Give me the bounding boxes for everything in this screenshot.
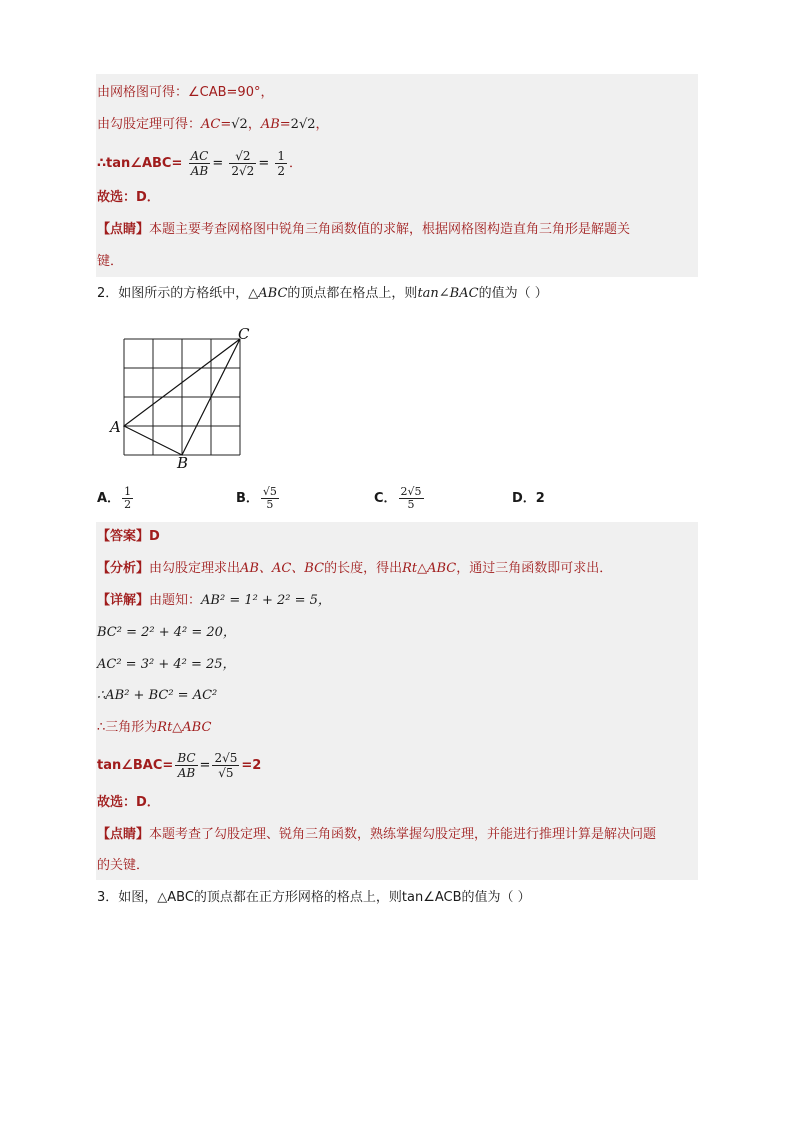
analysis-middle: 的长度，得出	[324, 561, 403, 576]
analysis-tag: 【分析】	[97, 561, 150, 576]
option-b-fraction: $\frac{√5}{5}$	[262, 485, 277, 511]
detail-tag: 【详解】	[97, 593, 150, 608]
separator: ，	[247, 117, 261, 132]
fraction-root5: $\frac{2√5}{√5}$	[214, 751, 238, 780]
q2-triangle: △ABC	[248, 286, 288, 301]
option-a-label: A．	[97, 491, 121, 506]
option-c-label: C．	[374, 491, 397, 506]
q2-end: 的值为（ ）	[478, 286, 548, 301]
equation-sum: ∴AB² + BC² = AC²	[97, 688, 218, 703]
option-a[interactable]	[97, 484, 135, 514]
answer-value: D	[149, 529, 160, 544]
vertex-label-b: B	[177, 454, 189, 472]
ab-label: AB=	[260, 117, 291, 132]
fraction-ac-ab: $\frac{AC}{AB}$	[190, 149, 209, 178]
analysis-end: ，通过三角函数即可求出．	[456, 561, 613, 576]
comment-text-2: 本题考查了勾股定理、锐角三角函数，熟练掌握勾股定理，并能进行推理计算是解决问题	[149, 827, 657, 842]
comment-tag-2: 【点睛】	[97, 827, 150, 842]
option-d-value: 2	[535, 491, 545, 506]
answer-tag: 【答案】	[97, 529, 150, 544]
fraction-one-half: $\frac{1}{2}$	[277, 149, 285, 178]
option-b-label: B．	[236, 491, 259, 506]
equation-bc: BC² = 2² + 4² = 20，	[97, 625, 236, 640]
comment-line-2	[97, 825, 656, 845]
choice-line-2: 故选：D．	[97, 795, 160, 810]
answer-line	[97, 527, 160, 547]
option-c-fraction: $\frac{2√5}{5}$	[400, 485, 422, 511]
tan-bac-prefix: tan∠BAC=	[97, 758, 174, 773]
ab-value: 2√2	[290, 117, 316, 132]
tan-bac-line: tan∠BAC= $\frac{BC}{AB}$ = $\frac{2√5}{√5}$ =2	[97, 751, 262, 780]
choice-line-1: 故选：D．	[97, 190, 160, 205]
question-2	[97, 284, 548, 304]
pythagoras-line	[97, 115, 329, 135]
tan-abc-prefix: ∴tan∠ABC=	[97, 156, 183, 171]
analysis-prefix: 由勾股定理求出	[149, 561, 241, 576]
right-triangle-line	[97, 718, 211, 738]
grid-figure	[106, 322, 256, 472]
option-d-label: D．	[512, 491, 536, 506]
analysis-rt: Rt△ABC	[402, 561, 457, 576]
tan-bac-result: =2	[241, 758, 262, 773]
option-d[interactable]	[512, 484, 545, 514]
analysis-line	[97, 559, 612, 579]
q2-middle: 的顶点都在格点上，则	[287, 286, 418, 301]
comment-line-1b: 键．	[97, 254, 124, 269]
comment-tag: 【点睛】	[97, 222, 150, 237]
vertex-label-a: A	[110, 418, 121, 436]
rt-prefix: ∴三角形为	[97, 720, 158, 735]
tan-abc-line: ∴tan∠ABC= $\frac{AC}{AB}$ = $\frac{√2}{2√2}$ = $\frac{1}{2}$ ．	[97, 149, 302, 178]
q2-tan: tan∠BAC	[417, 286, 479, 301]
line-end: ，	[315, 117, 329, 132]
equation-ac: AC² = 3² + 4² = 25，	[97, 657, 236, 672]
comment-line-2b: 的关键．	[97, 858, 150, 873]
ac-value: √2	[231, 117, 248, 132]
rt-label: Rt△ABC	[157, 720, 212, 735]
fraction-bc-ab: $\frac{BC}{AB}$	[177, 751, 196, 780]
question-3: 3．如图，△ABC的顶点都在正方形网格的格点上，则tan∠ACB的值为（ ）	[97, 890, 531, 905]
grid-lines	[124, 339, 240, 455]
comment-line-1	[97, 220, 630, 240]
q2-prefix: 2．如图所示的方格纸中，	[97, 286, 249, 301]
option-b[interactable]	[236, 484, 281, 514]
pythagoras-prefix: 由勾股定理可得：	[97, 117, 202, 132]
equation-ab: AB² = 1² + 2² = 5，	[201, 593, 331, 608]
analysis-terms: AB、AC、BC	[240, 561, 325, 576]
fraction-root2: $\frac{√2}{2√2}$	[231, 149, 255, 178]
vertex-label-c: C	[238, 325, 250, 343]
line-end: ．	[288, 156, 302, 171]
detail-prefix: 由题知：	[149, 593, 202, 608]
option-c[interactable]	[374, 484, 426, 514]
grid-result-line: 由网格图可得：∠CAB=90°，	[97, 85, 274, 100]
ac-label: AC=	[201, 117, 232, 132]
comment-text: 本题主要考查网格图中锐角三角函数值的求解，根据网格图构造直角三角形是解题关	[149, 222, 631, 237]
detail-line	[97, 591, 331, 611]
option-a-fraction: $\frac{1}{2}$	[124, 485, 132, 511]
